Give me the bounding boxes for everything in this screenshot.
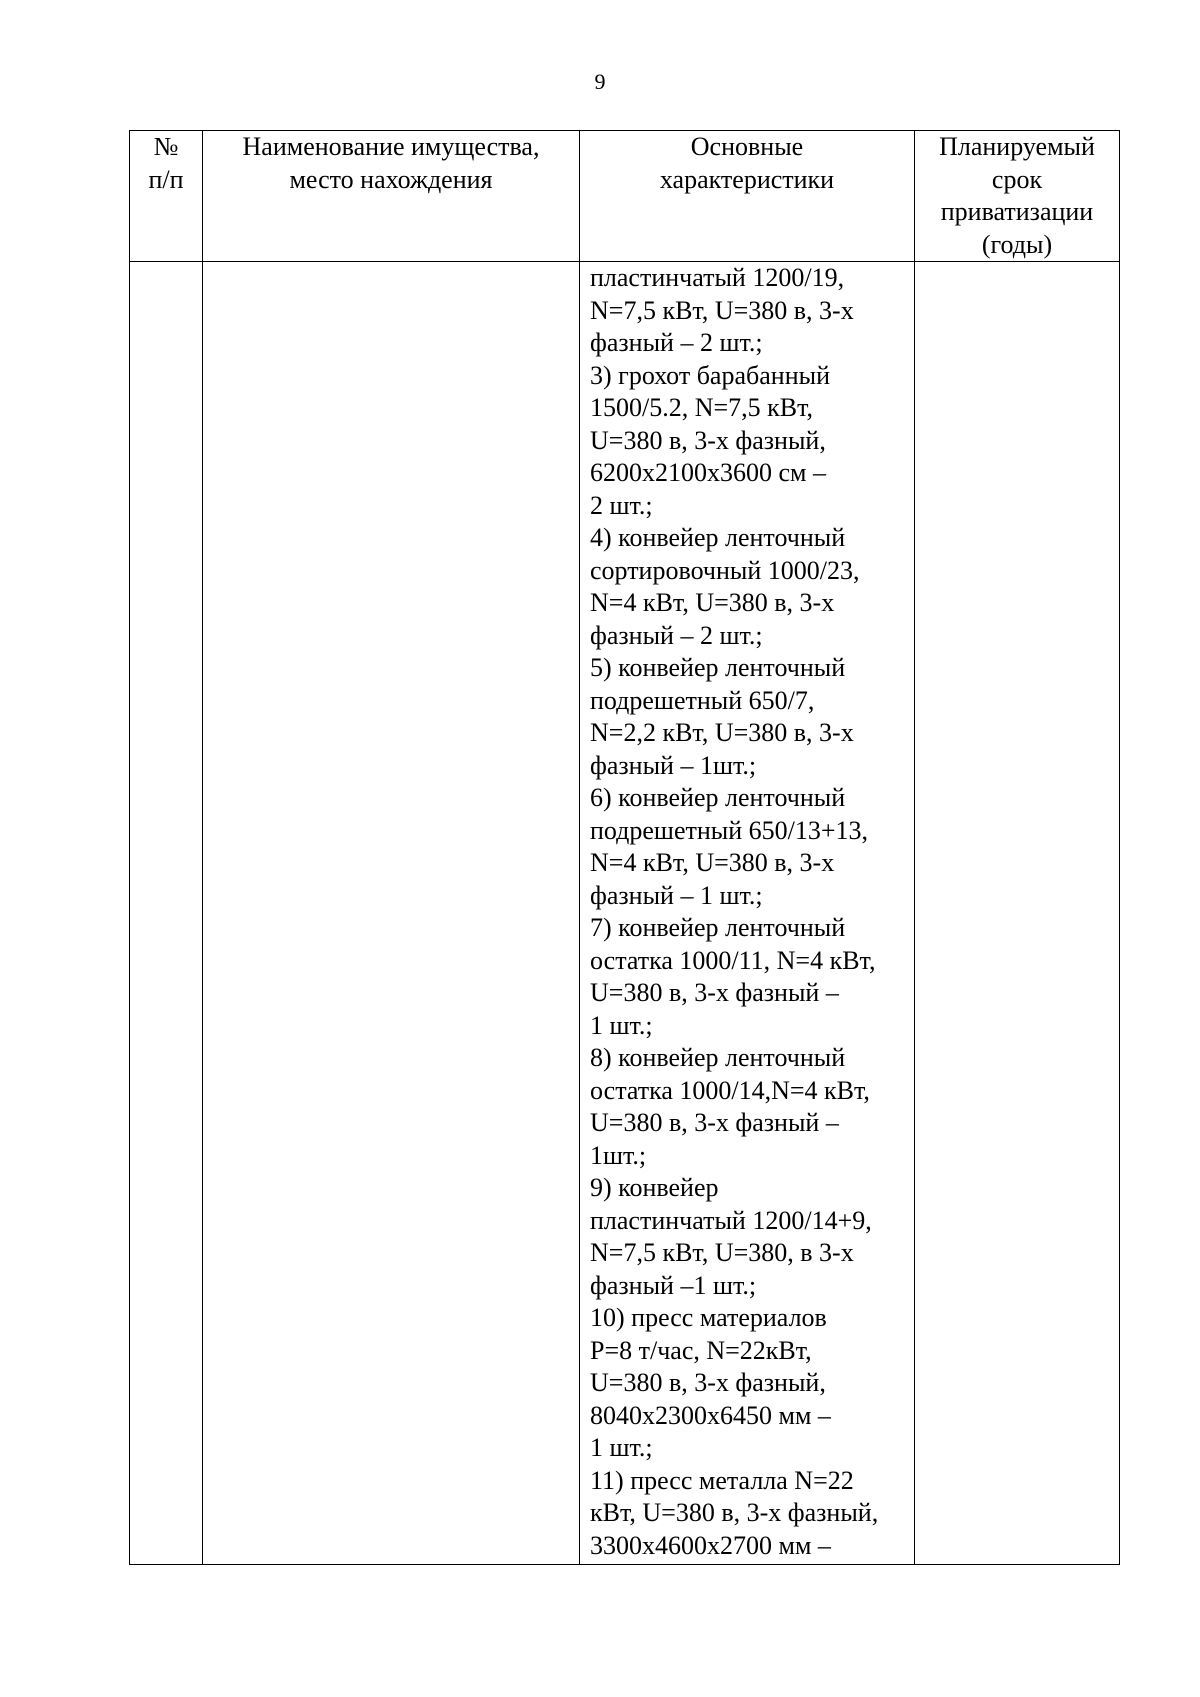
cell-number [130,262,203,1565]
characteristics-line: подрешетный 650/13+13, [590,815,869,845]
characteristics-line: пластинчатый 1200/14+9, [590,1205,872,1235]
header-number [130,131,203,262]
header-characteristics [580,131,915,262]
header-term-line: срок [991,164,1043,194]
page-number: 9 [594,69,606,94]
characteristics-line: 1500/5.2, N=7,5 кВт, [590,393,814,422]
characteristics-line: U=380 в, 3-х фазный, [590,1368,826,1397]
header-term-line: (годы) [981,229,1053,259]
characteristics-line: 9) конвейер [590,1173,719,1202]
characteristics-line: 5) конвейер ленточный [590,653,846,682]
header-name [203,131,580,262]
characteristics-line: N=7,5 кВт, U=380, в 3-х [590,1238,854,1267]
header-term [915,131,1120,262]
characteristics-line: пластинчатый 1200/19, [590,263,845,292]
characteristics-line: кВт, U=380 в, 3-х фазный, [590,1498,879,1527]
characteristics-text [580,262,914,1562]
characteristics-line: фазный – 2 шт.; [590,620,763,650]
characteristics-line: 4) конвейер ленточный [590,523,846,552]
header-characteristics-line: характеристики [659,164,835,194]
characteristics-line: Р=8 т/час, N=22кВт, [590,1335,812,1365]
characteristics-line: 3) грохот барабанный [590,360,830,390]
characteristics-line: 2 шт.; [590,490,653,520]
characteristics-line: N=4 кВт, U=380 в, 3-х [590,588,835,617]
characteristics-line: 1шт.; [590,1140,647,1170]
characteristics-line: 3300х4600х2700 мм – [590,1530,831,1560]
characteristics-line: фазный – 1 шт.; [590,880,763,910]
header-number-line: п/п [148,164,184,194]
characteristics-line: 1 шт.; [590,1010,653,1040]
characteristics-line: сортировочный 1000/23, [590,555,860,585]
characteristics-line: 6) конвейер ленточный [590,783,846,812]
cell-term [915,262,1120,1565]
characteristics-line: подрешетный 650/7, [590,685,815,715]
cell-characteristics [580,262,915,1565]
characteristics-line: U=380 в, 3-х фазный – [590,1108,839,1137]
characteristics-line: 11) пресс металла N=22 [590,1465,854,1495]
cell-name [203,262,580,1565]
characteristics-line: 8) конвейер ленточный [590,1043,846,1072]
header-term-line: Планируемый [939,132,1095,161]
characteristics-line: фазный –1 шт.; [590,1270,757,1300]
header-characteristics-line: Основные [690,132,804,161]
property-table [129,130,1120,1565]
characteristics-line: 7) конвейер ленточный [590,913,846,942]
header-term-line: приватизации [940,197,1094,226]
header-name-line: место нахождения [289,164,493,194]
characteristics-line: 1 шт.; [590,1433,653,1462]
characteristics-line: 6200х2100х3600 см – [590,458,826,487]
characteristics-line: U=380 в, 3-х фазный – [590,978,839,1007]
characteristics-line: N=7,5 кВт, U=380 в, 3-х [590,295,854,325]
characteristics-line: 8040х2300х6450 мм – [590,1400,831,1430]
characteristics-line: остатка 1000/11, N=4 кВт, [590,945,876,975]
table-header-row [130,131,1120,262]
characteristics-line: фазный – 2 шт.; [590,328,763,357]
header-number-line: № [153,132,179,161]
characteristics-line: остатка 1000/14,N=4 кВт, [590,1075,870,1105]
header-name-line: Наименование имущества, [242,132,540,161]
characteristics-line: N=2,2 кВт, U=380 в, 3-х [590,718,854,747]
characteristics-line: фазный – 1шт.; [590,750,757,780]
characteristics-line: 10) пресс материалов [590,1303,827,1332]
characteristics-line: N=4 кВт, U=380 в, 3-х [590,848,835,877]
characteristics-line: U=380 в, 3-х фазный, [590,425,826,455]
table-row [130,262,1120,1565]
